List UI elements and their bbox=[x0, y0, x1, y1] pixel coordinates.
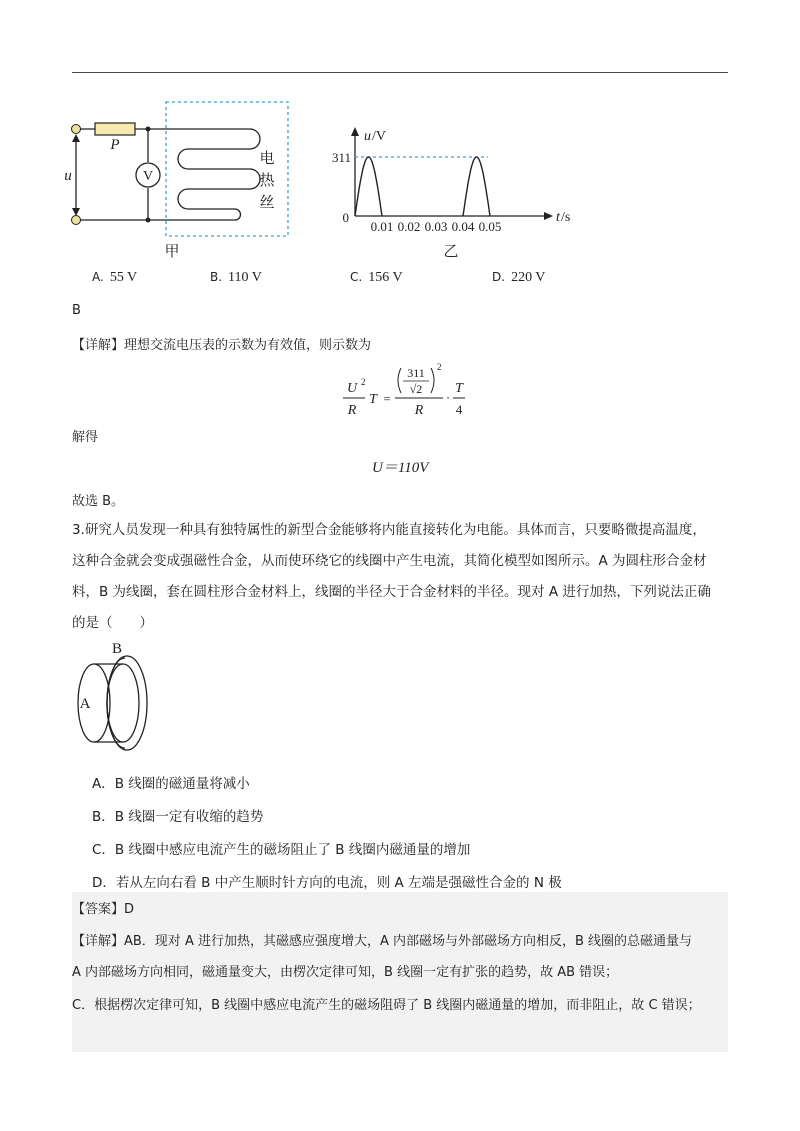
label-p: P bbox=[110, 137, 120, 153]
svg-text:R: R bbox=[347, 403, 357, 418]
label-b: B bbox=[111, 641, 123, 657]
voltage-pulse-1 bbox=[355, 157, 382, 216]
choose-b: 故选 B。 bbox=[72, 494, 125, 509]
svg-text:T: T bbox=[369, 392, 377, 407]
choice-c: C．B 线圈中感应电流产生的磁场阻止了 B 线圈内磁通量的增加 bbox=[92, 842, 471, 858]
terminal-top bbox=[72, 125, 81, 134]
detail-3-line-1: 【详解】AB．现对 A 进行加热，其磁感应强度增大，A 内部磁场与外部磁场方向相反，B 线圈的总磁通量与 bbox=[72, 934, 693, 949]
voltage-pulse-2 bbox=[463, 157, 490, 216]
result-equation: U＝110V bbox=[372, 460, 429, 476]
x-tick-label: 0.05 bbox=[478, 219, 502, 234]
y-axis-var: u bbox=[364, 129, 371, 144]
figure-caption-yi: 乙 bbox=[443, 242, 459, 260]
origin-label: 0 bbox=[342, 210, 349, 225]
x-tick-label: 0.04 bbox=[451, 219, 475, 234]
y-peak-label: 311 bbox=[331, 150, 351, 165]
choice-d: D．若从左向右看 B 中产生顺时针方向的电流，则 A 左端是强磁性合金的 N 极 bbox=[92, 875, 562, 891]
detail-3-line-3: C．根据楞次定律可知，B 线圈中感应电流产生的磁场阻碍了 B 线圈内磁通量的增加，而非阻止，故 C 错误； bbox=[72, 998, 701, 1013]
alloy-coil-figure bbox=[70, 640, 180, 765]
detail-1: 【详解】理想交流电压表的示数为有效值，则示数为 bbox=[72, 338, 372, 353]
choice-a: A．B 线圈的磁通量将减小 bbox=[92, 776, 250, 792]
rheostat-p bbox=[95, 123, 135, 135]
x-tick-label: 0.01 bbox=[370, 219, 394, 234]
svg-text:·: · bbox=[445, 390, 451, 405]
heater-label-2: 热 bbox=[259, 171, 275, 189]
svg-text:311: 311 bbox=[407, 366, 425, 380]
solve-label: 解得 bbox=[72, 430, 99, 445]
terminal-bottom bbox=[72, 216, 81, 225]
voltage-graph bbox=[320, 124, 590, 264]
option-a: A. 55 V bbox=[92, 270, 138, 285]
detail-3-line-2: A 内部磁场方向相同，磁通量变大，由楞次定律可知，B 线圈一定有扩张的趋势，故 AB 错误； bbox=[72, 965, 619, 980]
x-tick-label: 0.02 bbox=[397, 219, 421, 234]
heater-label-1: 电 bbox=[259, 149, 275, 167]
choice-b: B．B 线圈一定有收缩的趋势 bbox=[92, 809, 264, 825]
svg-text:2: 2 bbox=[361, 377, 366, 387]
svg-text:4: 4 bbox=[455, 402, 463, 417]
svg-text:=: = bbox=[383, 391, 391, 406]
label-u: u bbox=[64, 168, 72, 184]
option-c: C. 156 V bbox=[350, 270, 403, 285]
header-rule bbox=[72, 72, 728, 73]
svg-text:√2: √2 bbox=[409, 382, 423, 396]
option-d: D. 220 V bbox=[492, 270, 546, 285]
svg-text:U: U bbox=[346, 381, 358, 396]
answer-1: B bbox=[72, 303, 81, 318]
voltmeter-label: V bbox=[142, 169, 154, 184]
label-a: A bbox=[79, 696, 91, 712]
question-3: 3.研究人员发现一种具有独特属性的新型合金能够将内能直接转化为电能。具体而言，只要略微提高温度， 这种合金就会变成强磁性合金，从而使环绕它的线圈中产生电流，其简化模型如图所示。A 为圆柱形合金材 料，B 为线圈，套在圆柱形合金材料上，线圈的半径大于合金材料的半径。现对 A 进行加热，下列说法正确 的是（ ） bbox=[72, 522, 711, 631]
x-axis-var: t bbox=[556, 210, 560, 225]
x-tick-label: 0.03 bbox=[424, 219, 448, 234]
equation-rms bbox=[335, 360, 475, 426]
figure-caption-jia: 甲 bbox=[164, 242, 180, 260]
svg-text:T: T bbox=[455, 381, 463, 396]
svg-text:2: 2 bbox=[437, 362, 442, 372]
y-axis-unit: /V bbox=[372, 129, 386, 144]
circuit-diagram bbox=[60, 96, 300, 266]
svg-text:R: R bbox=[414, 403, 424, 418]
x-axis-unit: /s bbox=[561, 210, 571, 225]
heater-label-3: 丝 bbox=[259, 193, 275, 211]
answer-3: 【答案】D bbox=[72, 902, 135, 917]
option-b: B. 110 V bbox=[210, 270, 262, 285]
